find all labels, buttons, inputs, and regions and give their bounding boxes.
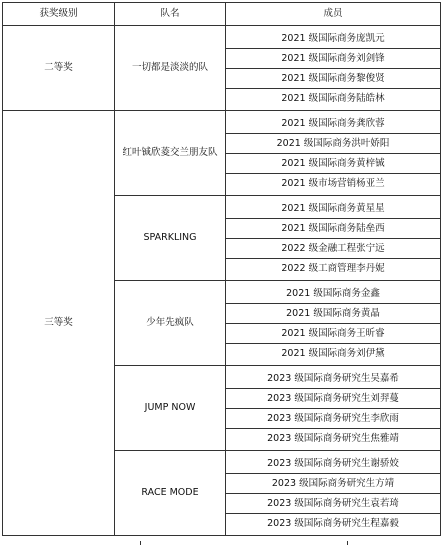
header-team: 队名 xyxy=(115,3,226,26)
team-name-cell: 红叶铖欣菱交兰朋友队 xyxy=(115,111,226,196)
header-row xyxy=(3,3,441,26)
member-cell: 2021 级国际商务黄梓铖 xyxy=(226,154,441,174)
member-cell: 2021 级国际商务庞凯元 xyxy=(226,26,441,49)
member-cell: 2021 级国际商务王昕睿 xyxy=(226,324,441,344)
member-cell: 2022 级金融工程张宁远 xyxy=(226,239,441,259)
member-cell: 2021 级国际商务陆垒西 xyxy=(226,219,441,239)
team-name-cell: RACE MODE xyxy=(115,451,226,536)
member-cell: 2021 级国际商务龚欣蓉 xyxy=(226,111,441,134)
table-row xyxy=(3,26,441,49)
awards-table xyxy=(2,2,441,536)
team-name-cell: 少年先疯队 xyxy=(115,281,226,366)
member-cell: 2023 级国际商务研究生方靖 xyxy=(226,474,441,494)
header-members: 成员 xyxy=(226,3,441,26)
column-divider-mark xyxy=(347,541,348,545)
member-cell: 2021 级市场营销杨亚兰 xyxy=(226,174,441,196)
team-name-cell: 一切都是淡淡的队 xyxy=(115,26,226,111)
member-cell: 2021 级国际商务金鑫 xyxy=(226,281,441,304)
team-name-cell: SPARKLING xyxy=(115,196,226,281)
member-cell: 2021 级国际商务洪叶娇阳 xyxy=(226,134,441,154)
column-divider-mark xyxy=(140,541,141,545)
member-cell: 2023 级国际商务研究生谢骄姣 xyxy=(226,451,441,474)
member-cell: 2023 级国际商务研究生程嘉毅 xyxy=(226,514,441,536)
member-cell: 2021 级国际商务黄星星 xyxy=(226,196,441,219)
member-cell: 2023 级国际商务研究生李欣雨 xyxy=(226,409,441,429)
table-row xyxy=(3,111,441,134)
member-cell: 2023 级国际商务研究生袁若琦 xyxy=(226,494,441,514)
member-cell: 2022 级工商管理李丹妮 xyxy=(226,259,441,281)
member-cell: 2021 级国际商务刘剑锋 xyxy=(226,49,441,69)
member-cell: 2023 级国际商务研究生刘羿蔓 xyxy=(226,389,441,409)
member-cell: 2023 级国际商务研究生焦雅靖 xyxy=(226,429,441,451)
member-cell: 2023 级国际商务研究生吴嘉希 xyxy=(226,366,441,389)
award-level-cell: 三等奖 xyxy=(3,111,115,536)
member-cell: 2021 级国际商务刘伊黛 xyxy=(226,344,441,366)
member-cell: 2021 级国际商务黄晶 xyxy=(226,304,441,324)
member-cell: 2021 级国际商务陆皓林 xyxy=(226,89,441,111)
member-cell: 2021 级国际商务黎俊贤 xyxy=(226,69,441,89)
team-name-cell: JUMP NOW xyxy=(115,366,226,451)
award-level-cell: 二等奖 xyxy=(3,26,115,111)
header-level: 获奖级别 xyxy=(3,3,115,26)
